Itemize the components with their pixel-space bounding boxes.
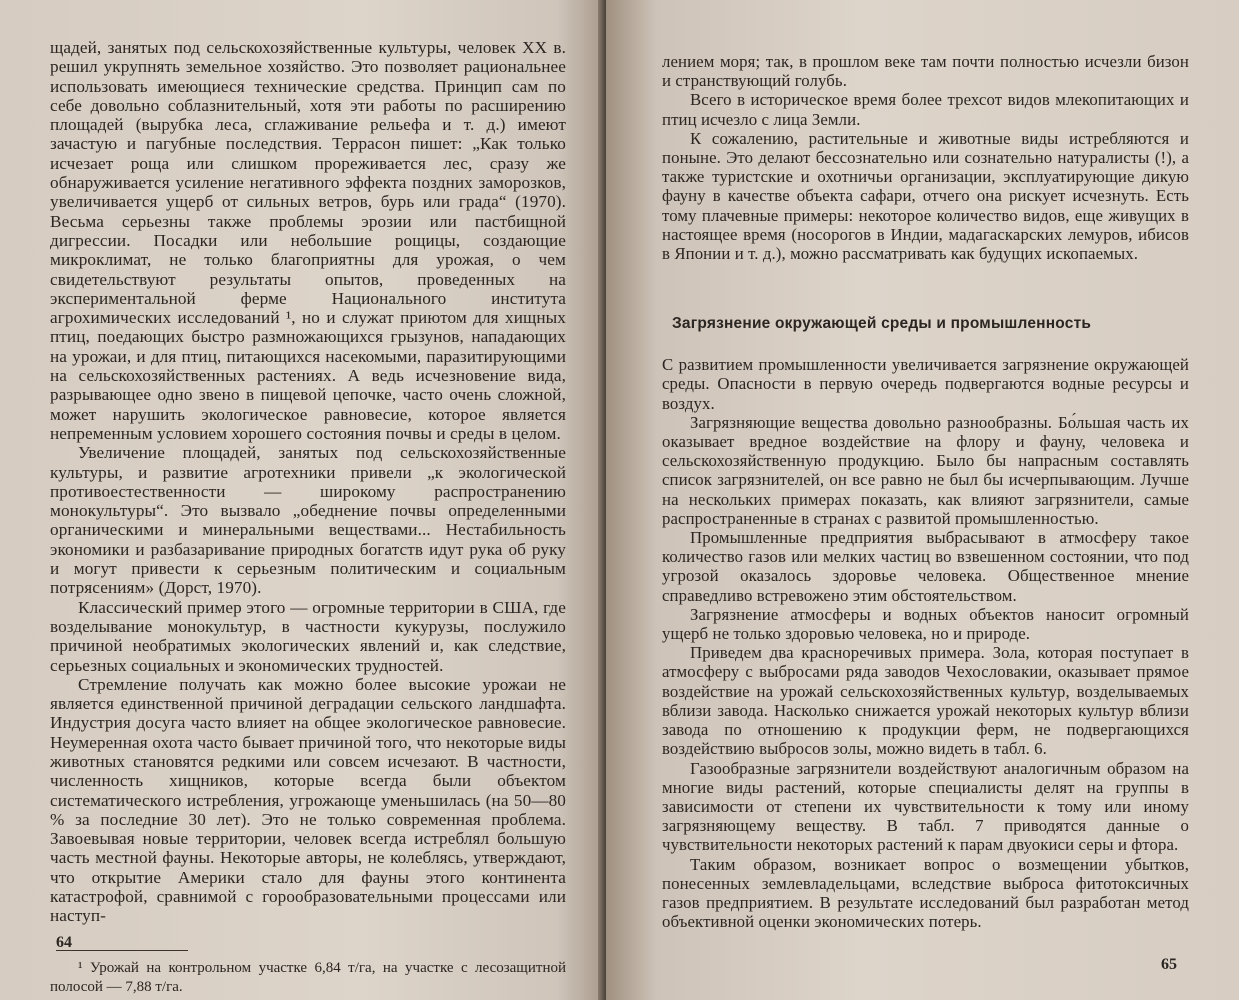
paragraph: Загрязняющие вещества довольно разнообразны. Бо́льшая часть их оказывает вредное воздействие на флору и фауну, человека и сельскохозяйственную продукцию. Было бы напрасным составлять список загрязнителей, он все равно не был бы исчерпывающим. Лучше на нескольких примерах показать, как влияют загрязнители, самые распространенные в странах с развитой промышленностью. [662,412,1189,528]
paragraph: Газообразные загрязнители воздействуют аналогичным образом на многие виды растений, которые специалисты делят на группы в зависимости от степени их чувствительности к тому или иному загрязняющему веществу. В табл. 7 приводятся данные о чувствительности некоторых растений к парам двуокиси серы и фтора. [662,758,1189,855]
paragraph: Классический пример этого — огромные территории в США, где возделывание монокультур, в частности кукурузы, послужило причиной необратимых экологических явлений и, как следствие, серьезных социальных и экономических трудностей. [50,597,566,675]
right-page-text [662,52,1189,263]
paragraph: Всего в историческое время более трехсот видов млекопитающих и птиц исчезло с лица Земли. [662,90,1189,129]
paragraph: С развитием промышленности увеличивается загрязнение окружающей среды. Опасности в первую очередь подвергаются водные ресурсы и воздух. [662,355,1189,413]
paragraph: Промышленные предприятия выбрасывают в атмосферу такое количество газов или мелких частиц во взвешенном состоянии, что под угрозой оказалось здоровье человека. Общественное мнение справедливо встревожено этим обстоятельством. [662,528,1189,605]
footnote-divider [56,950,188,951]
right-page [606,0,1239,1000]
paragraph: Увеличение площадей, занятых под сельскохозяйственные культуры, и развитие агротехники привели „к экологической противоестественности — широкому распространению монокультуры“. Это вызвало „обеднение почвы определенными органическими и минеральными веществами... Нестабильность экономики и разбазаривание природных богатств идут рука об руку и могут привести к серьезным политическим и социальным потрясениям» (Дорст, 1970). [50,443,566,598]
paragraph: Таким образом, возникает вопрос о возмещении убытков, понесенных землевладельцами, вследствие выброса фитотоксичных газов предприятием. В результате исследований был разработан метод объективной оценки экономических потерь. [662,854,1189,932]
footnote: ¹ Урожай на контрольном участке 6,84 т/га, на участке с лесозащитной полосой — 7,88 т/га. [50,959,566,995]
paragraph: Стремление получать как можно более высокие урожаи не является единственной причиной деградации сельского ландшафта. Индустрия досуга часто влияет на общее экологическое равновесие. Неумеренная охота часто бывает причиной того, что некоторые виды животных становятся редкими или совсем исчезают. В частности, численность хищников, которые всегда были объектом систематического истребления, угрожающе уменьшилась (на 50—80 % за последние 30 лет). Это не только современная проблема. Завоевывая новые территории, человек всегда истреблял большую часть местной фауны. Некоторые авторы, не колеблясь, утверждают, что открытие Америки стало для фауны этого континента катастрофой, сравнимой с горообразовательными процессами или наступ- [50,674,566,926]
paragraph: лением моря; так, в прошлом веке там почти полностью исчезли бизон и странствующий голубь. [662,52,1189,91]
section-heading: Загрязнение окружающей среды и промышленность [672,315,1092,333]
paragraph: щадей, занятых под сельскохозяйственные культуры, человек XX в. решил укрупнять земельное хозяйство. Это позволяет рациональнее использовать имеющиеся технические средства. Принцип сам по себе довольно соблазнительный, хотя эти работы по расширению площадей (вырубка леса, сглаживание рельефа и т. д.) имеют зачастую и пагубные последствия. Террасон пишет: „Как только исчезает роща или слишком прореживается лес, сразу же обнаруживается усиление негативного эффекта поздних заморозков, увеличивается ущерб от сильных ветров, бурь или града“ (1970). Весьма серьезны также проблемы эрозии или пастбищной дигрессии. Посадки или небольшие рощицы, создающие микроклимат, не только благоприятны для урожая, о чем свидетельствуют результаты опытов, проведенных на экспериментальной ферме Национального института агрохимических исследований ¹, но и служат приютом для хищных птиц, поедающих быстро размножающихся грызунов, нападающих на урожаи, и для птиц, питающихся насекомыми, паразитирующими на сельскохозяйственных растениях. А ведь исчезновение вида, разрывающее одно звено в пищевой цепочке, часто очень сложной, может нарушить экологическое равновесие, которое является непременным условием хорошего состояния почвы и среды в целом. [50,38,566,443]
section-text [662,355,1189,931]
paragraph: Приведем два красноречивых примера. Зола, которая поступает в атмосферу с выбросами ряда заводов Чехословакии, оказывает прямое воздействие на урожай сельскохозяйственных культур, возделываемых вблизи завода. Насколько снижается урожай некоторых культур вблизи завода по отношению к продукции ферм, не подвергающихся воздействию выбросов золы, можно видеть в табл. 6. [662,643,1189,759]
left-page [0,0,606,1000]
page-number-right: 65 [1161,956,1177,973]
paragraph: К сожалению, растительные и животные виды истребляются и поныне. Это делают бессознательно или сознательно натуралисты (!), а также туристские и охотничьи организации, эксплуатирующие дикую фауну в качестве объекта сафари, отчего она рискует исчезнуть. Есть тому плачевные примеры: некоторое количество видов, еще живущих в настоящее время (носорогов в Индии, мадагаскарских лемуров, ибисов в Японии и т. д.), можно рассматривать как будущих ископаемых. [662,128,1189,264]
paragraph: Загрязнение атмосферы и водных объектов наносит огромный ущерб не только здоровью человека, но и природе. [662,604,1189,644]
left-page-text [50,38,566,926]
page-number-left: 64 [56,934,72,951]
